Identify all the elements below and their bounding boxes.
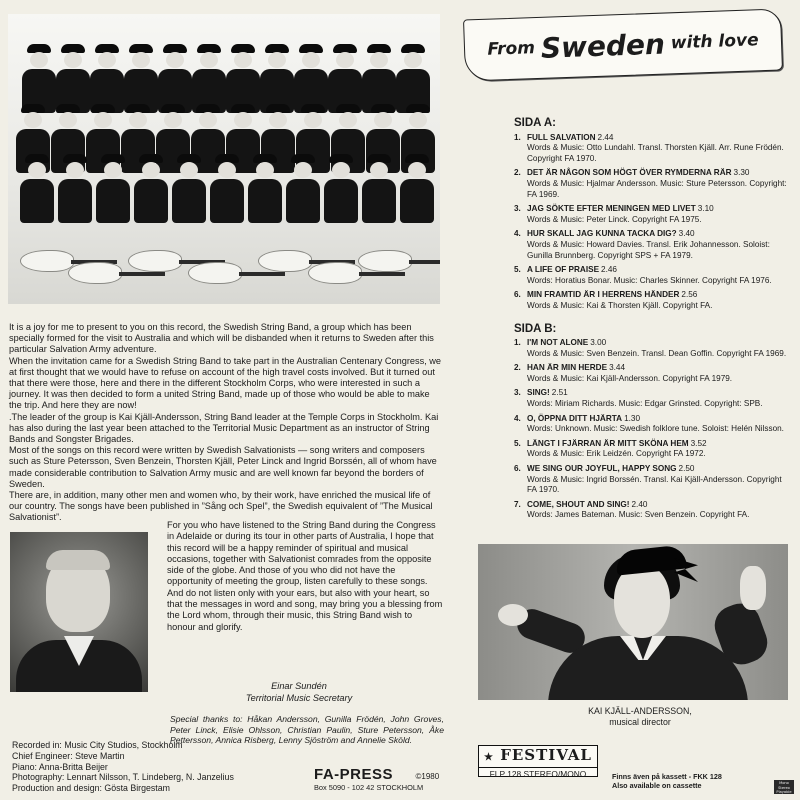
guitar	[68, 262, 122, 284]
track-body	[527, 363, 732, 384]
track-body	[527, 388, 763, 409]
band-member	[400, 154, 434, 223]
track-credit: Words & Music: Kai Kjäll-Andersson. Copyright FA 1979.	[527, 373, 733, 383]
title-banner	[463, 8, 783, 81]
track-number: 3.	[514, 204, 521, 214]
track-number: 5.	[514, 265, 521, 275]
catalog-number: FLP 128 STEREO/MONO	[479, 767, 597, 780]
track-number: 1.	[514, 132, 521, 142]
title-sweden: Sweden	[540, 27, 666, 65]
intro-paragraph: When the invitation came for a Swedish String Band to take part in the Australian Centenary Congress, we at first thought that we would have to refuse on account of the high travel costs involved. But it turned out that there were those, here and there in the different Stockholm Corps, who were interested in such a journey. It was then decided to form a united String Band, made up of those who would be able to make the trip. And here they are now!	[9, 355, 442, 411]
track-credit: Words: Miriam Richards. Music: Edgar Grinsted. Copyright: SPB.	[527, 399, 763, 409]
intro-paragraph: There are, in addition, many other men and women who, by their work, have enriched the musical life of our country. The songs have been published in ”Sång och Spel”, the Swedish equivalent of ”The Musical Salvationist”.	[9, 490, 433, 523]
festival-label	[478, 745, 598, 777]
credit-line: Piano: Anna-Britta Beijer	[12, 761, 108, 772]
band-member	[294, 44, 328, 113]
track-length: 3.00	[590, 338, 607, 348]
band-member	[158, 44, 192, 113]
intro-paragraph: .The leader of the group is Kai Kjäll-Andersson, String Band leader at the Temple Corps in Stockholm. Kai has also during the last year been attached to the Territorial Music Department as an instructor of String Bands and Songster Brigades.	[9, 411, 439, 445]
track-body	[527, 414, 784, 435]
track-number: 1.	[514, 338, 521, 348]
track-credit: Words: Unknown. Music: Swedish folklore tune. Soloist: Helén Nilsson.	[527, 424, 784, 434]
track-credit: Words & Music: Erik Leidzén. Copyright FA 1972.	[527, 449, 706, 459]
track-credit: Words: James Bateman. Music: Sven Benzein. Copyright FA.	[527, 510, 750, 520]
publisher-copyright: ©1980	[415, 772, 440, 781]
band-member	[210, 154, 244, 223]
track-length: 2.50	[678, 464, 695, 474]
production-credits	[12, 740, 302, 794]
track-number: 7.	[514, 499, 521, 509]
track-title: MIN FRAMTID ÄR I HERRENS HÄNDER	[527, 290, 680, 300]
side-a-tracks	[514, 133, 790, 312]
band-member	[192, 44, 226, 113]
track-length: 2.46	[601, 265, 617, 275]
track-title: JAG SÖKTE EFTER MENINGEN MED LIVET	[527, 204, 696, 214]
track-body	[527, 500, 749, 521]
track-item	[514, 229, 790, 261]
track-title: I'M NOT ALONE	[527, 338, 589, 348]
band-member	[96, 154, 130, 223]
band-member	[56, 44, 90, 113]
track-length: 3.40	[678, 229, 695, 239]
band-member	[362, 154, 396, 223]
publisher-address: Box 5090 - 102 42 STOCKHOLM	[314, 783, 424, 792]
cassette-swedish: Finns även på kassett - FKK 128	[612, 772, 722, 781]
group-photo	[8, 14, 440, 304]
track-body	[527, 265, 772, 286]
track-title: SING!	[527, 388, 550, 398]
band-member	[362, 44, 396, 113]
band-member	[124, 44, 158, 113]
track-length: 2.51	[551, 388, 568, 398]
track-number: 5.	[514, 438, 521, 448]
track-length: 1.30	[624, 413, 641, 423]
band-member	[20, 154, 54, 223]
track-title: HUR SKALL JAG KUNNA TACKA DIG?	[527, 229, 677, 239]
director-photo	[478, 544, 788, 700]
festival-logo	[479, 746, 597, 767]
credit-line: Photography: Lennart Nilsson, T. Lindeberg, N. Janzelius	[12, 772, 234, 783]
band-member	[90, 44, 124, 113]
letter-text: For you who have listened to the String Band during the Congress in Adelaide or during its tour in other parts of Australia, I hope that this record will be a happy reminder of spiritual and musical occasions, together with Salvationist comrades from the opposite side of the globe. And those of you who did not have the opportunity of meeting the group, listen carefully to these songs. And do not listen only with your ears, but also with your heart, so that the messages in word and song, may bring you a blessing from the Lord whom, through their music, this String Band wish to honour and glorify.	[167, 520, 443, 632]
track-title: A LIFE OF PRAISE	[527, 265, 600, 275]
track-item	[514, 338, 790, 359]
guitar	[258, 250, 312, 272]
track-title: WE SING OUR JOYFUL, HAPPY SONG	[527, 464, 677, 474]
track-length: 3.52	[690, 438, 707, 448]
band-member	[58, 154, 92, 223]
track-credit: Words & Music: Otto Lundahl. Transl. Thorsten Kjäll. Arr. Rune Frödén. Copyright FA 1970.	[527, 143, 784, 163]
track-credit: Words & Music: Hjalmar Andersson. Music: Sture Petersson. Copyright: FA 1969.	[527, 178, 787, 199]
cassette-english: Also available on cassette	[612, 781, 702, 790]
track-list	[514, 116, 790, 525]
track-body	[527, 229, 790, 261]
track-length: 2.56	[681, 290, 698, 300]
track-item	[514, 265, 790, 286]
star-icon: ★	[484, 752, 494, 763]
track-title: DET ÄR NÅGON SOM HÖGT ÖVER RYMDERNA RÄR	[527, 168, 732, 178]
intro-paragraph: It is a joy for me to present to you on this record, the Swedish String Band, a group which has been specially formed for the visit to Australia and which will be disbanded when it returns to Sweden after this particular Salvation Army adventure.	[9, 322, 434, 355]
director-caption	[560, 706, 720, 728]
track-number: 4.	[514, 229, 521, 239]
track-credit: Words & Music: Peter Linck. Copyright FA 1975.	[527, 214, 702, 224]
track-body	[527, 168, 790, 200]
festival-logo-text: FESTIVAL	[500, 746, 592, 764]
guitar	[188, 262, 242, 284]
credit-line: Recorded in: Music City Studios, Stockholm	[12, 740, 183, 750]
cassette-note	[612, 772, 772, 790]
intro-paragraph: Most of the songs on this record were written by Swedish Salvationists — song writers and composers such as Sture Petersson, Sven Benzein, Thorsten Kjäll, Peter Linck and Ingrid Borssén, all of whom have made considerable contribution to Salvation Army music and are well known far beyond the borders of Sweden.	[9, 445, 437, 489]
credit-line: Production and design: Gösta Birgestam	[12, 783, 170, 794]
side-a-heading: SIDA A:	[514, 117, 556, 129]
track-body	[527, 204, 714, 225]
track-number: 6.	[514, 290, 521, 300]
track-body	[527, 439, 707, 460]
special-thanks: Special thanks to: Håkan Andersson, Gunilla Frödén, John Groves, Peter Linck, Elisie Ohlsson, Christian Paulin, Sture Petersson, Åke Pettersson, Annica Risberg, Lenny Sjöström and Annelie Sköld.	[170, 714, 444, 746]
guitar	[128, 250, 182, 272]
track-length: 3.44	[609, 363, 625, 373]
band-member	[286, 154, 320, 223]
track-item	[514, 414, 790, 435]
band-member	[134, 154, 168, 223]
track-item	[514, 388, 790, 409]
publisher-block	[314, 766, 464, 792]
title-with-love: with love	[670, 30, 759, 54]
guitar	[358, 250, 412, 272]
track-item	[514, 439, 790, 460]
signature	[214, 681, 384, 704]
track-body	[527, 133, 790, 165]
band-member	[324, 154, 358, 223]
signature-name: Einar Sundén	[271, 681, 327, 691]
track-credit: Words: Horatius Bonar. Music: Charles Skinner. Copyright FA 1976.	[527, 275, 772, 285]
guitar	[308, 262, 362, 284]
signature-role: Territorial Music Secretary	[245, 692, 353, 703]
band-member	[172, 154, 206, 223]
track-title: HAN ÄR MIN HERDE	[527, 363, 608, 373]
side-b-heading: SIDA B:	[514, 322, 557, 335]
guitar	[20, 250, 74, 272]
track-title: LÄNGT I FJÄRRAN ÄR MITT SKÖNA HEM	[527, 438, 689, 448]
band-member	[260, 44, 294, 113]
track-number: 6.	[514, 464, 521, 474]
track-credit: Words & Music: Kai & Thorsten Kjäll. Copyright FA.	[527, 300, 713, 310]
director-role: musical director	[609, 717, 671, 727]
band-member	[226, 44, 260, 113]
track-item	[514, 204, 790, 225]
band-member	[248, 154, 282, 223]
director-name: KAI KJÄLL-ANDERSSON,	[588, 706, 692, 716]
track-body	[527, 338, 786, 359]
track-number: 4.	[514, 413, 521, 423]
track-number: 2.	[514, 363, 521, 373]
track-body	[527, 290, 712, 311]
track-item	[514, 290, 790, 311]
band-member	[22, 44, 56, 113]
track-item	[514, 363, 790, 384]
track-item	[514, 500, 790, 521]
track-number: 3.	[514, 388, 521, 398]
band-member	[328, 44, 362, 113]
mono-stereo-badge: Mono Stereo Playable	[774, 780, 794, 794]
track-item	[514, 464, 790, 496]
track-title: O, ÖPPNA DITT HJÄRTA	[527, 413, 623, 423]
credit-line: Chief Engineer: Steve Martin	[12, 750, 125, 761]
side-b-tracks	[514, 338, 790, 521]
title-from: From	[487, 38, 536, 60]
publisher-name: FA-PRESS	[314, 766, 394, 783]
track-length: 3.10	[697, 204, 714, 214]
track-length: 2.44	[597, 132, 614, 142]
track-credit: Words & Music: Howard Davies. Transl. Erik Johannesson. Soloist: Gunilla Brunnberg. Copyright SPS + FA 1979.	[527, 239, 770, 260]
track-number: 2.	[514, 168, 521, 178]
track-body	[527, 464, 790, 496]
intro-text	[9, 322, 443, 524]
band-member	[396, 44, 430, 113]
track-item	[514, 133, 790, 165]
track-item	[514, 168, 790, 200]
track-credit: Words & Music: Ingrid Borssén. Transl. Kai Kjäll-Andersson. Copyright FA 1970.	[527, 474, 782, 495]
track-credit: Words & Music: Sven Benzein. Transl. Dean Goffin. Copyright FA 1969.	[527, 348, 787, 358]
track-title: FULL SALVATION	[527, 132, 596, 142]
track-title: COME, SHOUT AND SING!	[527, 499, 630, 509]
track-length: 3.30	[733, 168, 750, 178]
track-length: 2.40	[631, 499, 648, 509]
portrait-photo	[10, 532, 148, 692]
